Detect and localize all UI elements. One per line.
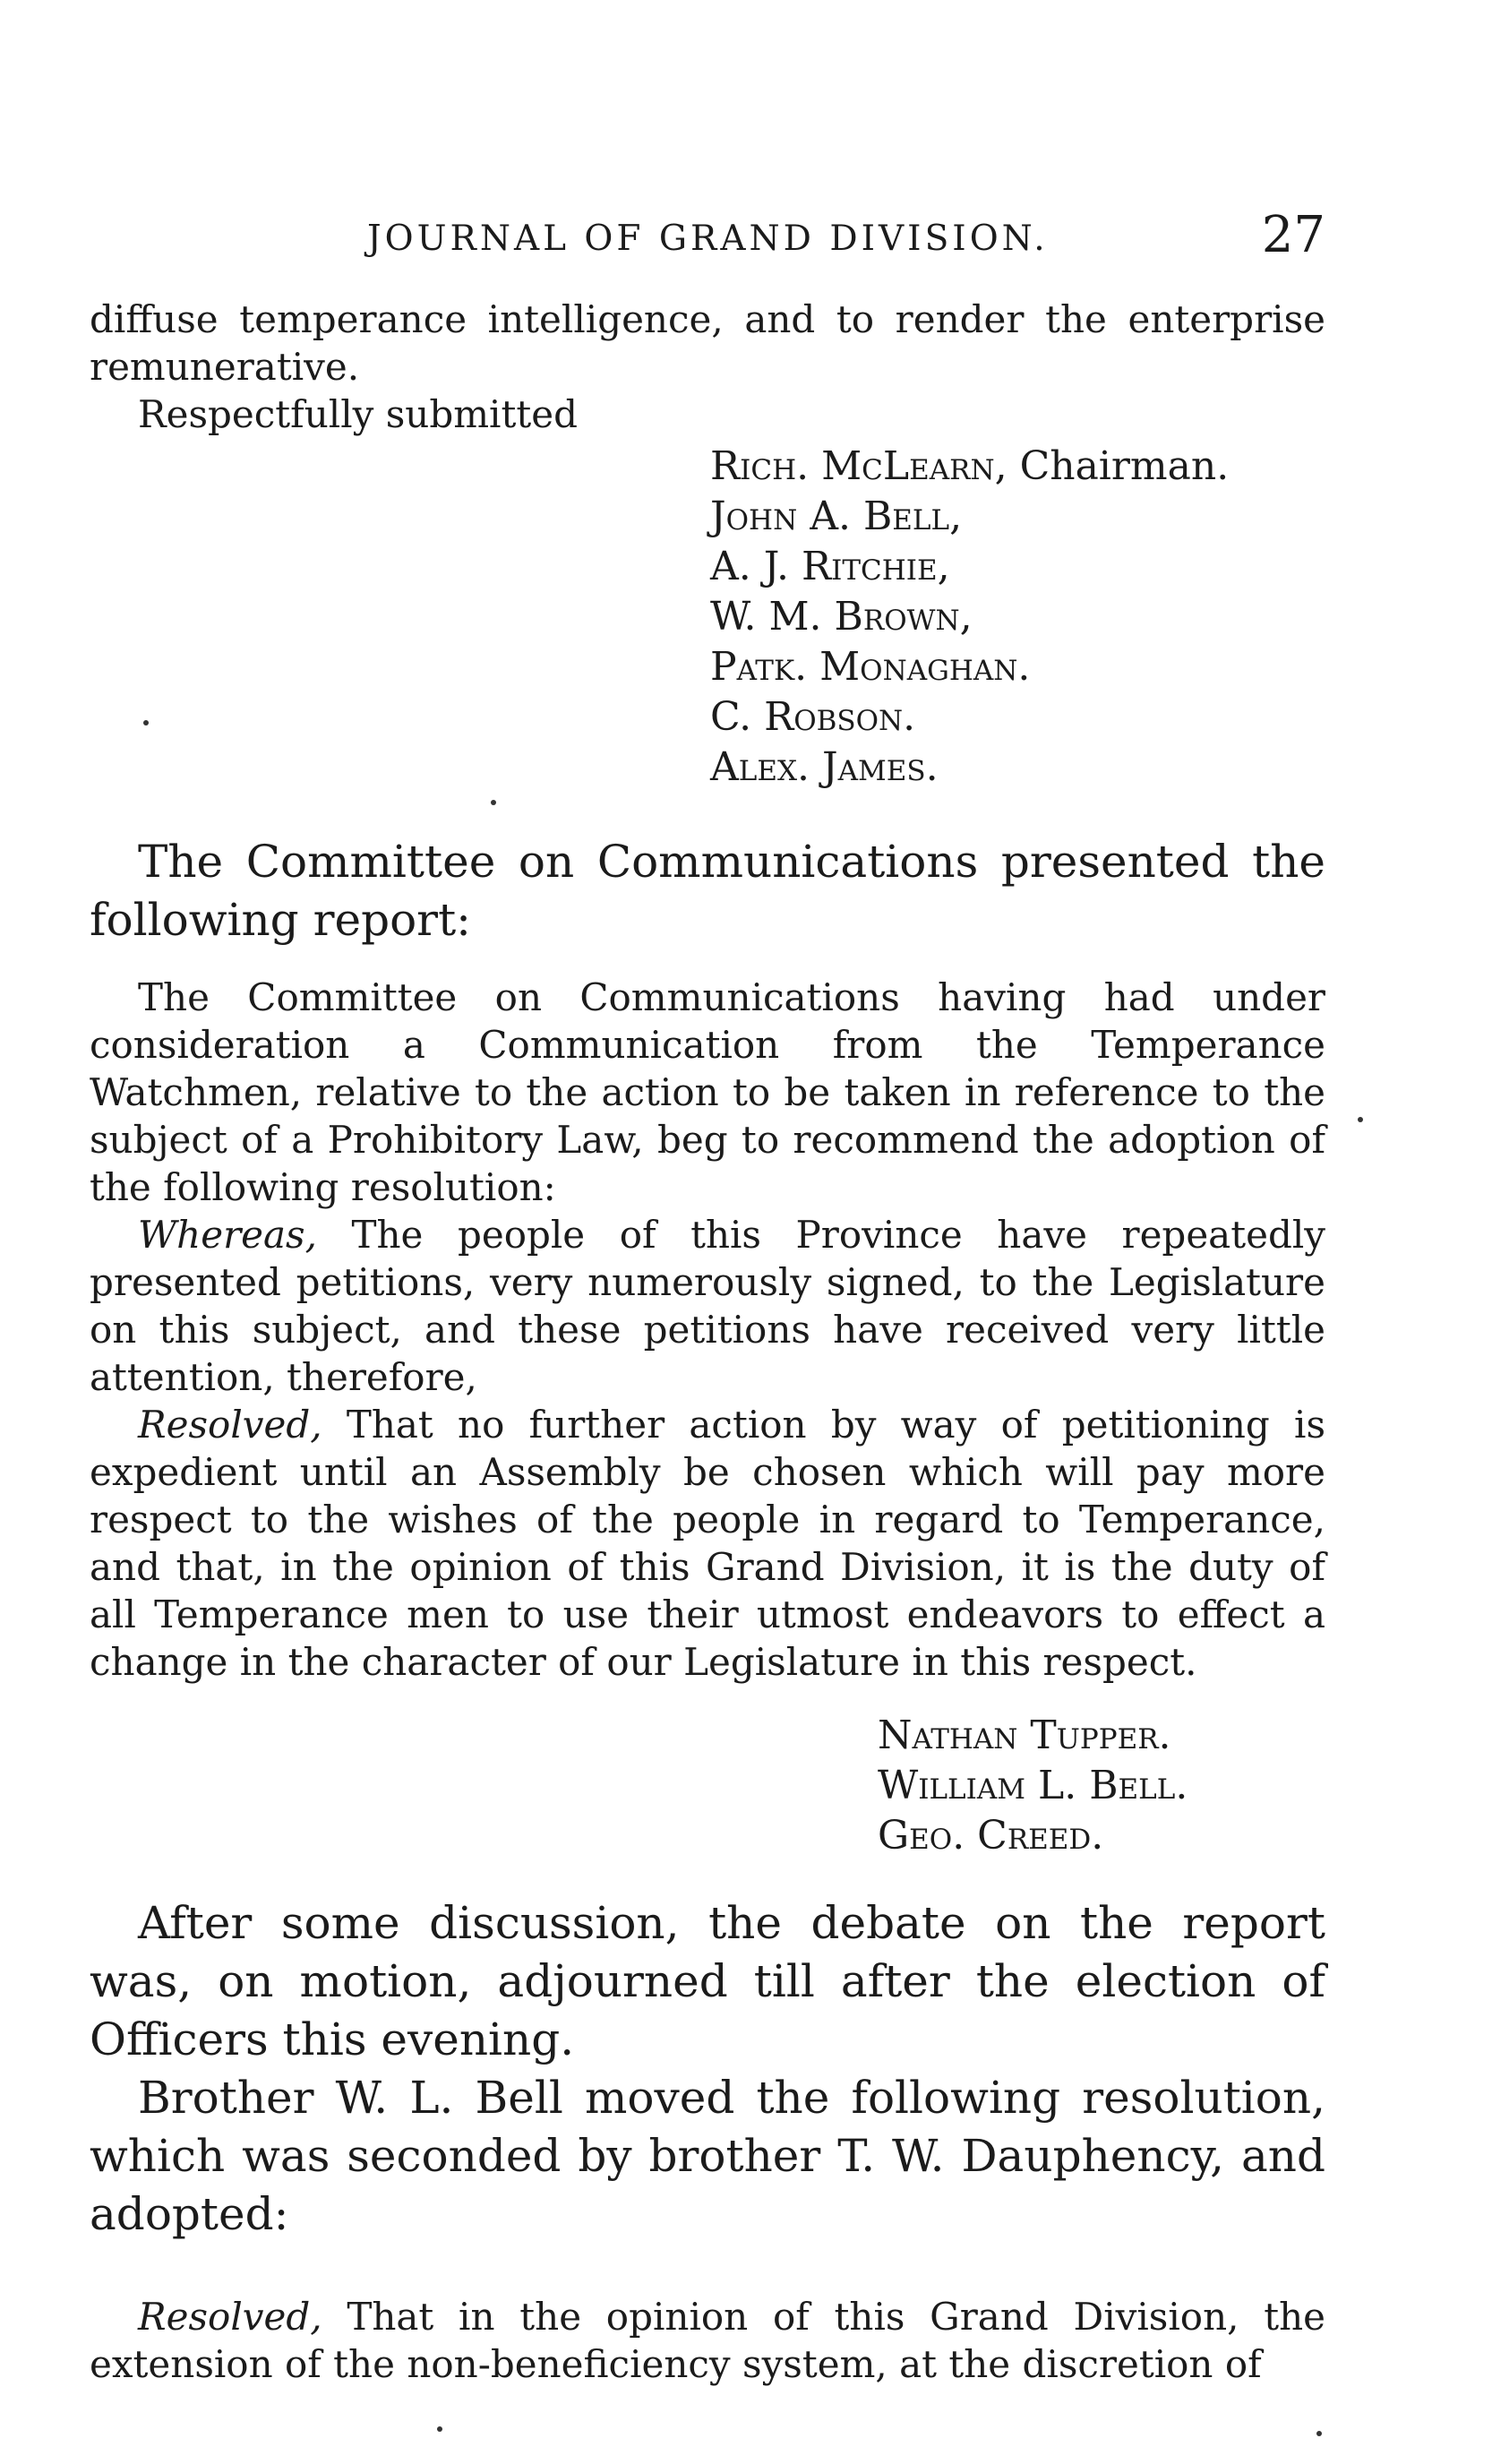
final-resolved-word: Resolved, bbox=[138, 2295, 322, 2339]
proceedings bbox=[90, 1894, 1325, 2244]
final-resolved-paragraph bbox=[90, 2293, 1325, 2388]
signatory: Rich. McLearn, Chairman. bbox=[710, 443, 1230, 489]
print-speck bbox=[143, 720, 149, 725]
final-resolution bbox=[90, 2293, 1325, 2388]
resolved-paragraph bbox=[90, 1401, 1325, 1686]
signatory: C. Robson. bbox=[710, 694, 916, 740]
respectfully-submitted: Respectfully submitted bbox=[138, 392, 578, 436]
committee-intro-text: The Committee on Communications presented the following report: bbox=[90, 836, 1325, 946]
whereas-text: The people of this Province have repeatedly presented petitions, very numerously signed, to the Legislature on this subject, and these petitions have received very little attention, therefore, bbox=[90, 1213, 1325, 1399]
signatory: William L. Bell. bbox=[878, 1763, 1188, 1808]
signatory: Alex. James. bbox=[710, 744, 939, 790]
motion-paragraph: Brother W. L. Bell moved the following resolution, which was seconded by brother T. W. Dauphency, and adopted: bbox=[90, 2072, 1325, 2240]
committee-intro bbox=[90, 833, 1325, 949]
signatories-second-committee bbox=[878, 1711, 1188, 1861]
signatory: Patk. Monaghan. bbox=[710, 644, 1031, 690]
debate-paragraph: After some discussion, the debate on the report was, on motion, adjourned till after the election of Officers this evening. bbox=[90, 1897, 1325, 2065]
resolved-word: Resolved, bbox=[138, 1403, 322, 1447]
print-speck bbox=[437, 2426, 442, 2432]
page-header bbox=[90, 206, 1325, 274]
signatories-first-committee bbox=[710, 442, 1229, 793]
signatory: A. J. Ritchie, bbox=[710, 544, 950, 589]
report-text: The Committee on Communications having had under consideration a Communication from the Temperance Watchmen, relative to the action to be taken in reference to the subject of a Prohibitory Law, beg to recommend the adoption of the following resolution: bbox=[90, 975, 1325, 1209]
signatory: Geo. Creed. bbox=[878, 1813, 1104, 1859]
whereas-word: Whereas, bbox=[138, 1213, 317, 1257]
continuation-text: diffuse temperance intelligence, and to render the enterprise remunerative. bbox=[90, 297, 1325, 389]
whereas-paragraph bbox=[90, 1211, 1325, 1401]
running-title: JOURNAL OF GRAND DIVISION. bbox=[367, 219, 1049, 259]
print-speck bbox=[491, 800, 496, 805]
page-number: 27 bbox=[1261, 206, 1325, 264]
print-speck bbox=[1316, 2431, 1322, 2436]
signatory: John A. Bell, bbox=[710, 494, 963, 539]
print-speck bbox=[1358, 1117, 1363, 1122]
resolved-text: That no further action by way of petitioning is expedient until an Assembly be chosen which will pay more respect to the wishes of the people in regard to Temperance, and that, in the opinion of this Grand Division, it is the duty of all Temperance men to use their utmost endeavors to effect a change in the character of our Legislature in this respect. bbox=[90, 1403, 1325, 1684]
report-continuation bbox=[90, 296, 1325, 438]
committee-report bbox=[90, 974, 1325, 1686]
final-resolved-text: That in the opinion of this Grand Division, the extension of the non-beneficiency system, at the discretion of bbox=[90, 2295, 1325, 2386]
signatory: Nathan Tupper. bbox=[878, 1713, 1171, 1758]
signatory: W. M. Brown, bbox=[710, 594, 973, 640]
